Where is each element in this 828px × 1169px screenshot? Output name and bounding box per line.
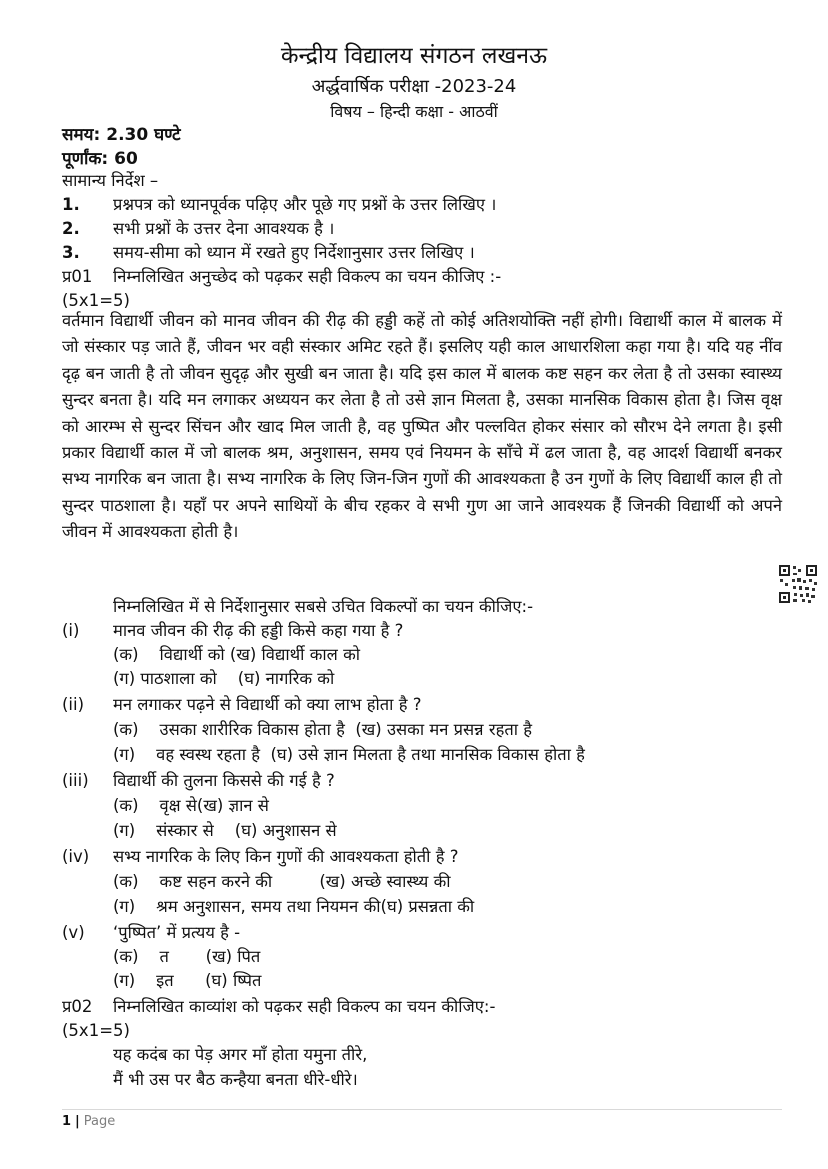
instruction-num: 3.	[62, 243, 80, 262]
option-line: (क) उसका शारीरिक विकास होता है (ख) उसका मन प्रसन्न रहता है	[113, 720, 533, 739]
page-footer	[62, 1114, 115, 1129]
option-line: (ग) पाठशाला को (घ) नागरिक को	[113, 669, 335, 688]
time-label: समय: 2.30 घण्टे	[62, 125, 181, 145]
question-number: प्र02	[62, 997, 93, 1016]
option-line: (क) त (ख) पित	[113, 947, 261, 966]
subquestion-text: विद्यार्थी की तुलना किससे की गई है ?	[113, 771, 335, 790]
subject-title: विषय – हिन्दी कक्षा - आठवीं	[330, 102, 498, 121]
subquestion-text: ‘पुष्पित’ में प्रत्यय है -	[113, 923, 241, 942]
poem-line: मैं भी उस पर बैठ कन्हैया बनता धीरे-धीरे।	[113, 1070, 358, 1089]
footer-separator: |	[75, 1114, 80, 1129]
question-marks: (5x1=5)	[62, 1021, 130, 1040]
instruction-text: सभी प्रश्नों के उत्तर देना आवश्यक है ।	[113, 219, 335, 238]
option-line: (क) वृक्ष से(ख) ज्ञान से	[113, 796, 269, 815]
question-title: निम्नलिखित अनुच्छेद को पढ़कर सही विकल्प का चयन कीजिए :-	[113, 267, 502, 286]
marks-label: पूर्णांक: 60	[62, 149, 138, 169]
instructions-heading: सामान्य निर्देश –	[62, 171, 159, 190]
subquestion-text: सभ्य नागरिक के लिए किन गुणों की आवश्यकता होती है ?	[113, 847, 459, 866]
page-number: 1	[62, 1114, 72, 1129]
org-title: केन्द्रीय विद्यालय संगठन लखनऊ	[280, 43, 548, 69]
poem-line: यह कदंब का पेड़ अगर माँ होता यमुना तीरे,	[113, 1045, 368, 1064]
subquestion-number: (iv)	[62, 847, 90, 866]
qr-code-icon	[778, 564, 818, 604]
footer-divider	[62, 1109, 782, 1110]
option-line: (क) कष्ट सहन करने की (ख) अच्छे स्वास्थ्य की	[113, 872, 451, 891]
question-number: प्र01	[62, 267, 93, 286]
subquestion-text: मानव जीवन की रीढ़ की हड्डी किसे कहा गया है ?	[113, 621, 404, 640]
instruction-text: समय-सीमा को ध्यान में रखते हुए निर्देशानुसार उत्तर लिखिए ।	[113, 243, 475, 262]
question-marks: (5x1=5)	[62, 291, 130, 310]
instruction-text: प्रश्नपत्र को ध्यानपूर्वक पढ़िए और पूछे गए प्रश्नों के उत्तर लिखिए ।	[113, 195, 497, 214]
instruction-num: 1.	[62, 195, 80, 214]
subquestion-number: (i)	[62, 621, 80, 640]
subquestion-number: (ii)	[62, 695, 85, 714]
passage: वर्तमान विद्यार्थी जीवन को मानव जीवन की रीढ़ की हड्डी कहें तो कोई अतिशयोक्ति नहीं होगी। विद्यार्थी काल में बालक में जो संस्कार पड़ जाते हैं, जीवन भर वही संस्कार अमिट रहते हैं। इसलिए यही काल आधारशिला कहा गया है। यदि यह नींव दृढ़ बन जाती है तो जीवन सुदृढ़ और सुखी बन जाता है। यदि इस काल में बालक कष्ट सहन कर लेता है तो उसका स्वास्थ्य सुन्दर बनता है। यदि मन लगाकर अध्ययन कर लेता है तो उसे ज्ञान मिलता है, उसका मानसिक विकास होता है। जिस वृक्ष को आरम्भ से सुन्दर सिंचन और खाद मिल जाती है, वह पुष्पित और पल्लवित होकर संसार को सौरभ देने लगता है। इसी प्रकार विद्यार्थी काल में जो बालक श्रम, अनुशासन, समय एवं नियमन के साँचे में ढल जाता है, वह आदर्श विद्यार्थी बनकर सभ्य नागरिक बन जाता है। सभ्य नागरिक के लिए जिन-जिन गुणों की आवश्यकता है उन गुणों के लिए विद्यार्थी काल ही तो सुन्दर पाठशाला है। यहाँ पर अपने साथियों के बीच रहकर वे सभी गुण आ जाने आवश्यक हैं जिनकी विद्यार्थी को अपने जीवन में आवश्यकता होती है।	[62, 311, 782, 542]
question-title: निम्नलिखित काव्यांश को पढ़कर सही विकल्प का चयन कीजिए:-	[113, 997, 496, 1016]
option-line: (ग) वह स्वस्थ रहता है (घ) उसे ज्ञान मिलता है तथा मानसिक विकास होता है	[113, 745, 585, 764]
exam-title: अर्द्धवार्षिक परीक्षा -2023-24	[311, 76, 517, 97]
subquestion-text: मन लगाकर पढ़ने से विद्यार्थी को क्या लाभ होता है ?	[113, 695, 422, 714]
option-line: (ग) इत (घ) ष्पित	[113, 971, 262, 990]
option-line: (क) विद्यार्थी को (ख) विद्यार्थी काल को	[113, 645, 361, 664]
option-line: (ग) श्रम अनुशासन, समय तथा नियमन की(घ) प्रसन्नता की	[113, 897, 475, 916]
option-line: (ग) संस्कार से (घ) अनुशासन से	[113, 821, 337, 840]
instruction-num: 2.	[62, 219, 80, 238]
subquestion-number: (v)	[62, 923, 85, 942]
page-label: Page	[83, 1114, 116, 1129]
subquestion-number: (iii)	[62, 771, 89, 790]
sub-instruction: निम्नलिखित में से निर्देशानुसार सबसे उचित विकल्पों का चयन कीजिए:-	[113, 597, 534, 616]
